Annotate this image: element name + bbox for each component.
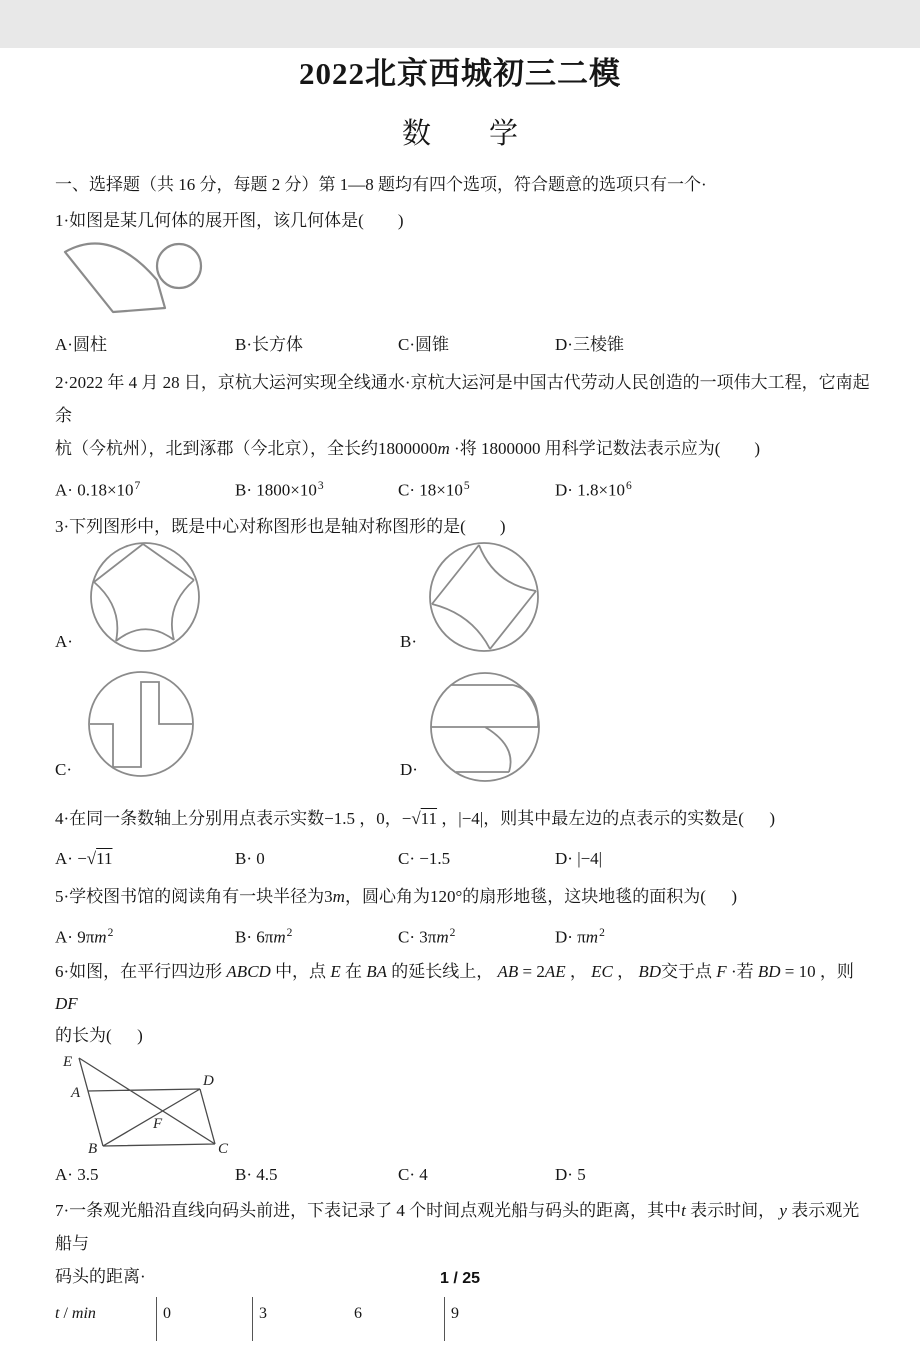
vertex-label-a: A (71, 1085, 81, 1102)
vertex-label-c: C (218, 1141, 229, 1158)
q2-text-line1: 2·2022 年 4 月 28 日，京杭大运河实现全线通水·京杭大运河是中国古代劳动人民创造的一项伟大工程，它南起余 (55, 373, 870, 425)
symmetry-figure-a (88, 540, 202, 654)
q4-option-c: C· −1.5 (398, 848, 451, 868)
q1-figure-block (0, 236, 920, 324)
q3-figures-row2 (0, 670, 920, 782)
q6-option-a: A· 3.5 (55, 1165, 99, 1185)
q2-option-c: $C\cdot 18\times 10^5$ (398, 480, 470, 500)
q1-option-b: B·长方体 (235, 335, 303, 354)
q7-text-line2: 码头的距离· (55, 1267, 146, 1287)
q4-option-d: D· |−4| (555, 848, 603, 868)
q6-option-c: C· 4 (398, 1165, 428, 1185)
q2-option-a: $A\cdot 0.18\times 10^7$ (55, 480, 141, 500)
vertex-label-d: D (203, 1073, 214, 1090)
q3-figures-row1 (0, 540, 920, 654)
q3-figure-d-label: D· (400, 759, 418, 779)
q2-options (0, 473, 920, 504)
q7-table-cell-2: 6 (354, 1305, 362, 1323)
q1-option-c: C·圆锥 (398, 335, 449, 354)
q1-option-a: A·圆柱 (55, 335, 107, 354)
vertex-label-b: B (88, 1141, 98, 1158)
q6-figure-block (0, 1052, 920, 1158)
q4-text: 4·在同一条数轴上分别用点表示实数−1.5 ，0，−√11 ，|−4|，则其中最左边的点表示的实数是( ) (55, 808, 776, 828)
cone-net-figure (55, 236, 220, 324)
q6-text-line2: 的长为( ) (55, 1026, 143, 1046)
q7-table-header-t-min: t / min (55, 1305, 96, 1323)
symmetry-figure-d (428, 670, 542, 784)
q3-figure-c-label: C· (55, 759, 72, 779)
q3-figure-a-label: A· (55, 631, 73, 651)
q7-text-line1: 7·一条观光船沿直线向码头前进，下表记录了 4 个时间点观光船与码头的距离，其中t 表示时间， y 表示观光船与 (55, 1201, 860, 1254)
q4-options (0, 846, 920, 872)
subject-title: 数 学 (401, 118, 518, 150)
page-number: 1 / 25 (439, 1270, 481, 1287)
q2-text-line2: 杭（今杭州），北到涿郡（今北京），全长约1800000m ·将 1800000 用科学记数法表示应为( ) (55, 439, 761, 458)
q6-option-d: D· 5 (555, 1165, 586, 1185)
q5-option-a: $A\cdot 9\pi m^2$ (55, 926, 114, 947)
symmetry-figure-c (87, 670, 195, 778)
q5-text: 5·学校图书馆的阅读角有一块半径为3m，圆心角为120°的扇形地毯，这块地毯的面积为( ) (55, 886, 738, 906)
q4-option-a: A· −√11 (55, 848, 113, 868)
q3-text: 3·下列图形中，既是中心对称图形也是轴对称图形的是( ) (55, 516, 506, 536)
section-heading: 一、选择题（共 16 分，每题 2 分）第 1—8 题均有四个选项，符合题意的选项只有一个· (55, 175, 707, 194)
q5-option-d: $D\cdot \pi m^2$ (555, 926, 605, 947)
q2-option-b: $B\cdot 1800\times 10^3$ (235, 480, 324, 500)
parallelogram-figure (55, 1052, 240, 1158)
q7-data-table (55, 1297, 920, 1341)
exam-page (0, 48, 920, 1349)
vertex-label-f: F (153, 1116, 163, 1133)
q4-option-b: B· 0 (235, 848, 265, 868)
q5-option-c: $C\cdot 3\pi m^2$ (398, 926, 456, 947)
page-title: 2022北京西城初三二模 (299, 56, 621, 91)
q2-option-d: $D\cdot 1.8\times 10^6$ (555, 480, 632, 500)
q7-table-cell-3: 9 (444, 1297, 540, 1341)
q1-text: 1·如图是某几何体的展开图，该几何体是( ) (55, 211, 404, 230)
symmetry-figure-b (427, 540, 541, 654)
q1-options (0, 332, 920, 358)
q1-option-d: D·三棱锥 (555, 335, 624, 354)
q7-table-cell-0: 0 (156, 1297, 252, 1341)
q6-text-line1: 6·如图，在平行四边形 ABCD 中，点 E 在 BA 的延长线上， AB = 2AE ， EC ， BD交于点 F ·若 BD = 10 ，则 DF (55, 962, 859, 1014)
q6-option-b: B· 4.5 (235, 1165, 278, 1185)
q5-option-b: $B\cdot 6\pi m^2$ (235, 926, 293, 947)
q7-table-cell-1: 3 (252, 1297, 348, 1341)
q6-options (0, 1162, 920, 1188)
q5-options (0, 920, 920, 951)
vertex-label-e: E (63, 1054, 73, 1071)
q3-figure-b-label: B· (400, 631, 417, 651)
